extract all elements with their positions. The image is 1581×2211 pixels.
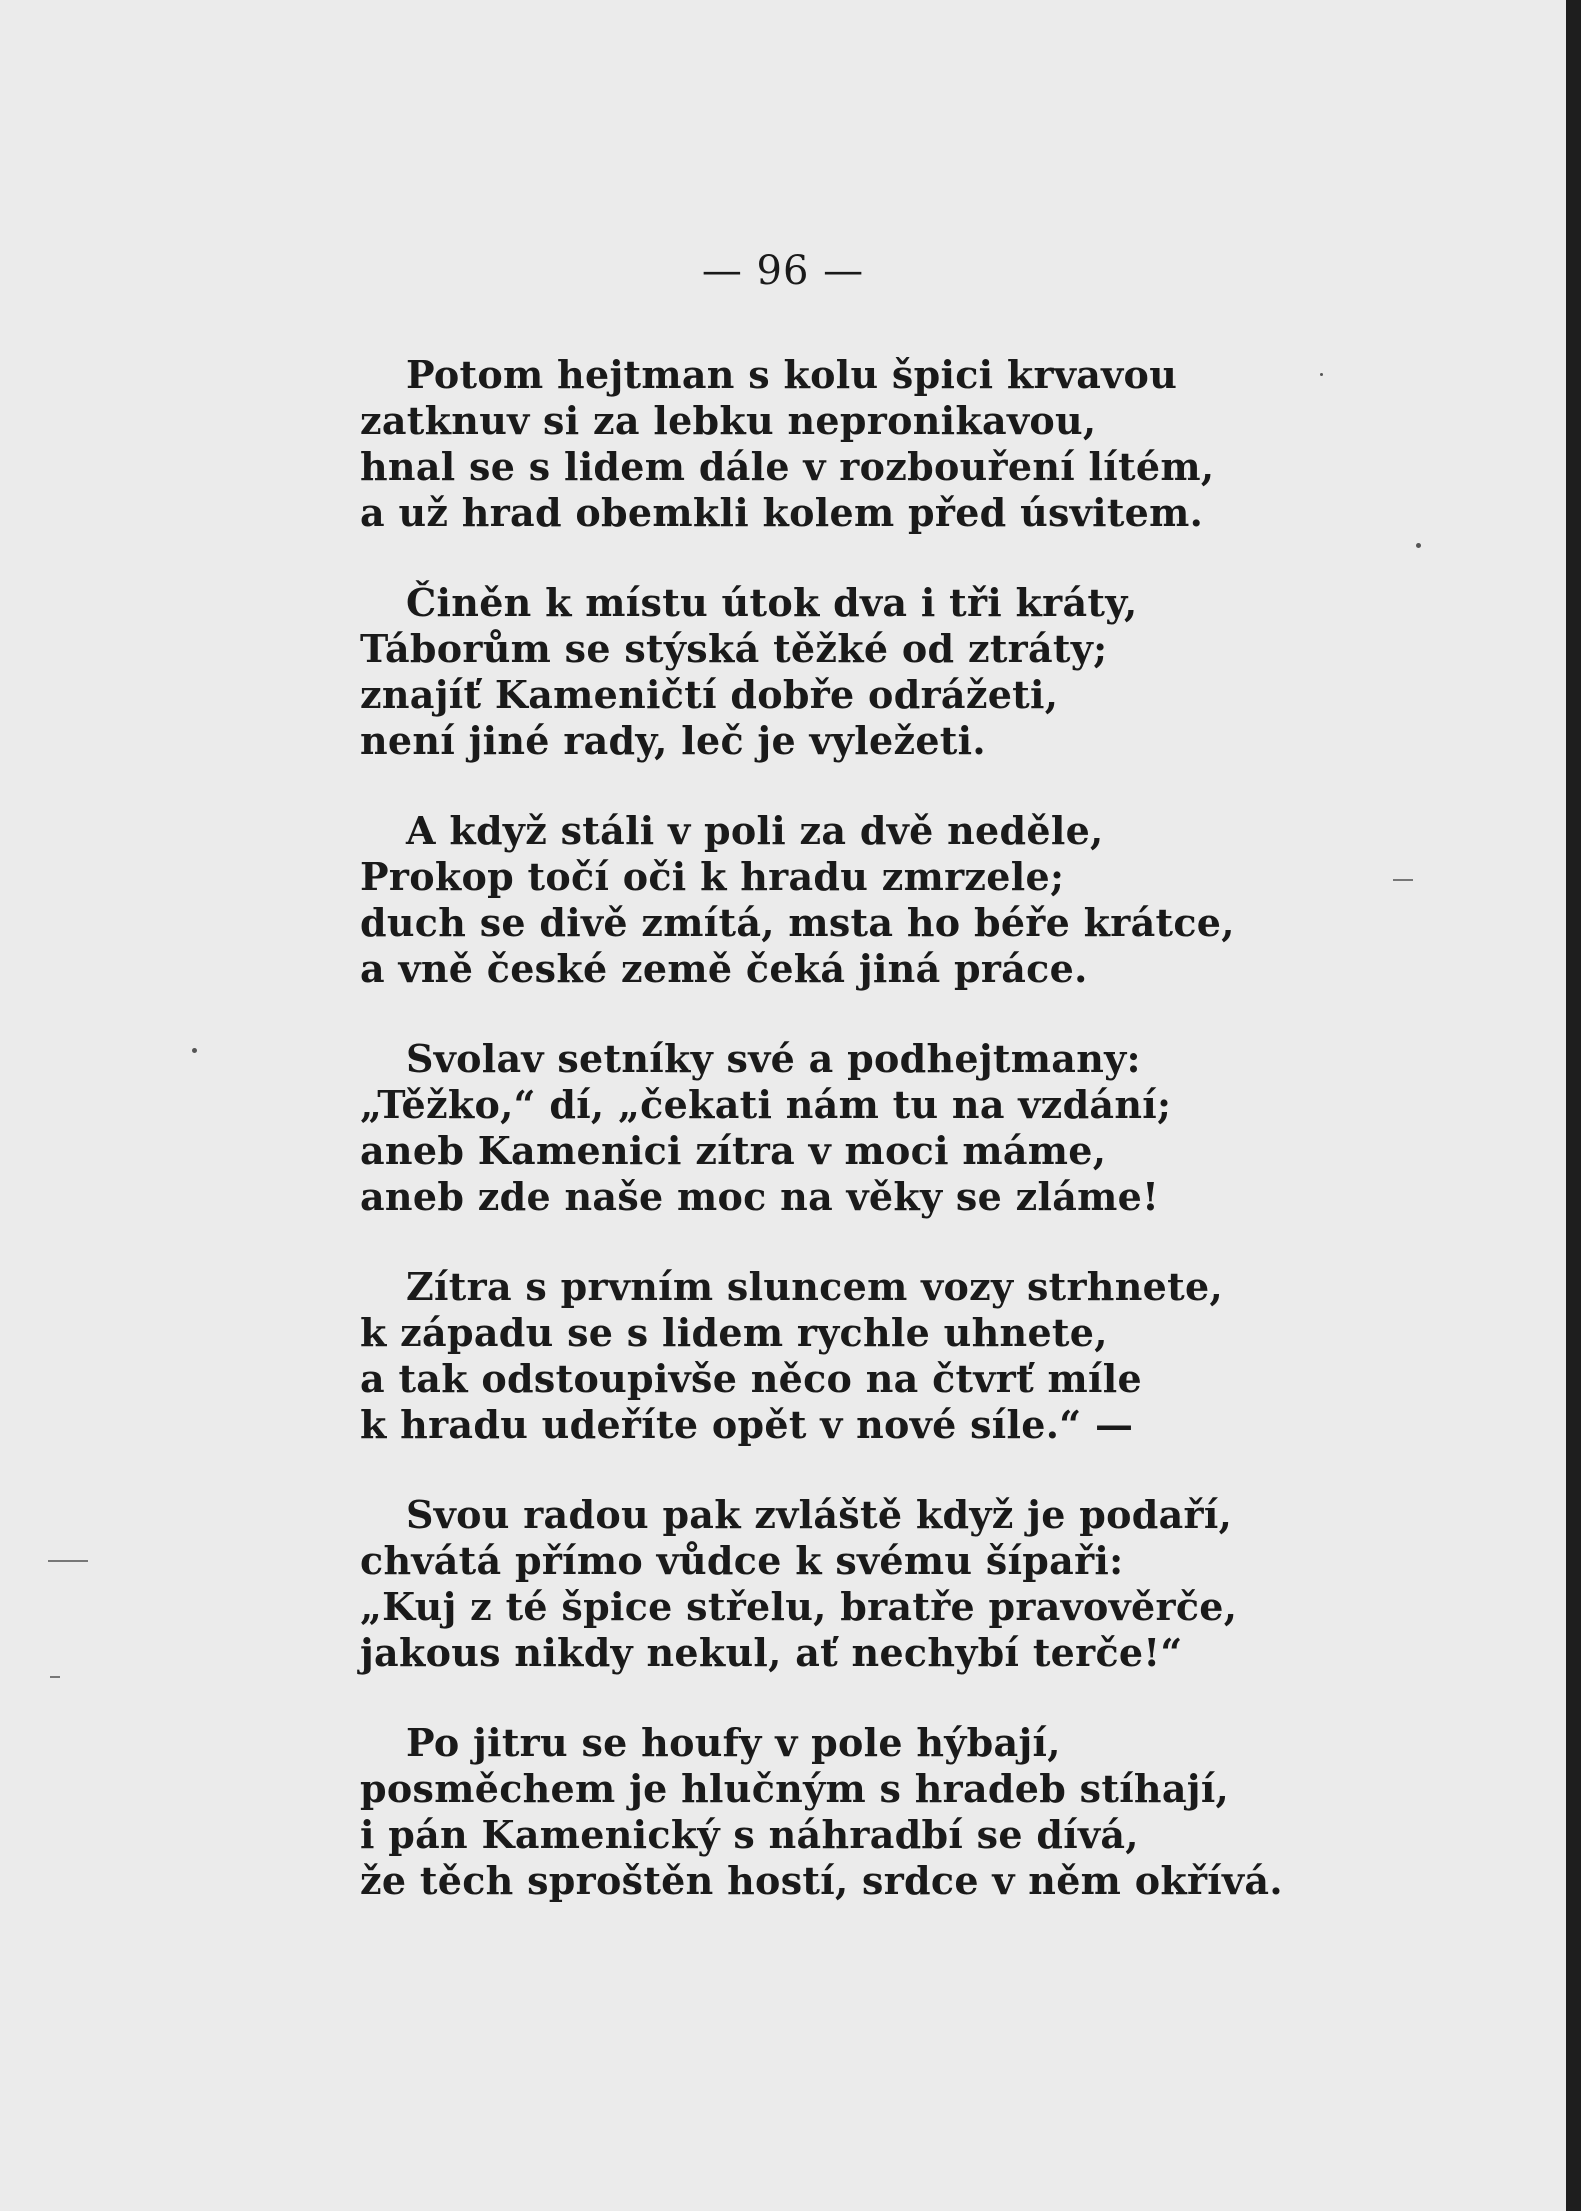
poem <box>360 352 1283 1948</box>
poem-line: aneb zde naše moc na věky se zláme! <box>360 1174 1160 1219</box>
stanza-4 <box>360 1036 1260 1220</box>
poem-line: a vně české země čeká jiná práce. <box>360 946 1088 991</box>
scan-mark <box>48 1560 88 1562</box>
poem-line: není jiné rady, leč je vyležeti. <box>360 718 986 763</box>
scan-mark <box>50 1676 60 1678</box>
scan-mark <box>1393 879 1413 881</box>
stanza-6 <box>360 1492 1260 1676</box>
poem-line: Prokop točí oči k hradu zmrzele; <box>360 854 1065 899</box>
poem-line: A když stáli v poli za dvě neděle, <box>406 808 1104 853</box>
poem-line: i pán Kamenický s náhradbí se dívá, <box>360 1812 1139 1857</box>
poem-line: Po jitru se houfy v pole hýbají, <box>406 1720 1061 1765</box>
poem-line: „Kuj z té špice střelu, bratře pravověrče, <box>360 1584 1238 1629</box>
stanza-5 <box>360 1264 1260 1448</box>
poem-line: chvátá přímo vůdce k svému šípaři: <box>360 1538 1124 1583</box>
poem-line: Zítra s prvním sluncem vozy strhnete, <box>406 1264 1224 1309</box>
scan-speck <box>1320 373 1323 376</box>
poem-line: Svou radou pak zvláště když je podaří, <box>406 1492 1233 1537</box>
poem-line: k západu se s lidem rychle uhnete, <box>360 1310 1108 1355</box>
poem-line: hnal se s lidem dále v rozbouření lítém, <box>360 444 1215 489</box>
poem-line: a už hrad obemkli kolem před úsvitem. <box>360 490 1204 535</box>
stanza-3 <box>360 808 1260 992</box>
page-number: — 96 — <box>701 248 865 294</box>
poem-line: zatknuv si za lebku nepronikavou, <box>360 398 1097 443</box>
poem-line: posměchem je hlučným s hradeb stíhají, <box>360 1766 1230 1811</box>
poem-line: že těch sproštěn hostí, srdce v něm okřívá. <box>360 1858 1283 1903</box>
scan-speck <box>192 1048 197 1053</box>
poem-line: „Těžko,“ dí, „čekati nám tu na vzdání; <box>360 1082 1172 1127</box>
poem-line: Činěn k místu útok dva i tři kráty, <box>406 580 1138 625</box>
poem-line: aneb Kamenici zítra v moci máme, <box>360 1128 1107 1173</box>
poem-line: a tak odstoupivše něco na čtvrť míle <box>360 1356 1142 1401</box>
scan-speck <box>1416 543 1421 548</box>
poem-line: Táborům se stýská těžké od ztráty; <box>360 626 1108 671</box>
stanza-1 <box>360 352 1260 536</box>
stanza-2 <box>360 580 1260 764</box>
poem-line: Potom hejtman s kolu špici krvavou <box>406 352 1178 397</box>
poem-line: duch se divě zmítá, msta ho béře krátce, <box>360 900 1235 945</box>
poem-line: k hradu udeříte opět v nové síle.“ — <box>360 1402 1134 1447</box>
stanza-7 <box>360 1720 1283 1904</box>
poem-line: jakous nikdy nekul, ať nechybí terče!“ <box>360 1630 1183 1675</box>
poem-line: znajíť Kameničtí dobře odrážeti, <box>360 672 1059 717</box>
poem-line: Svolav setníky své a podhejtmany: <box>406 1036 1141 1081</box>
scan-border <box>1566 0 1581 2211</box>
